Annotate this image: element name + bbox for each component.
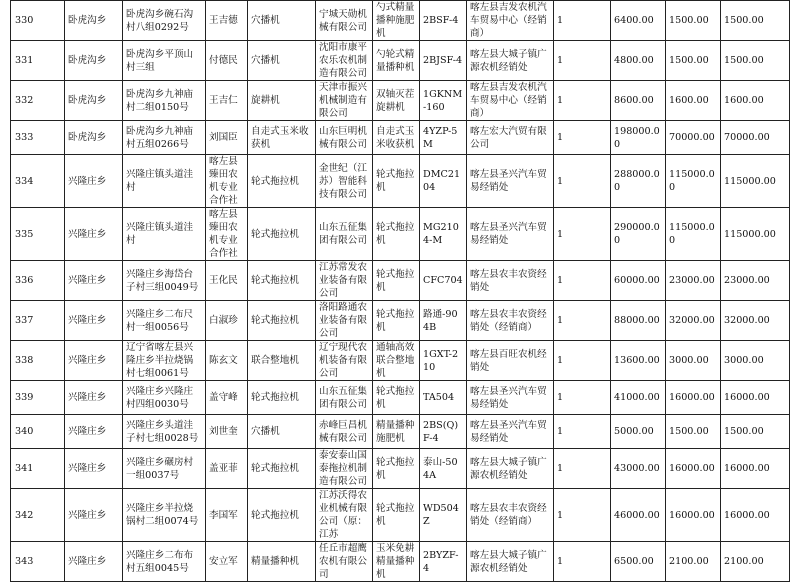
manufacturer-cell: 沈阳市康平农乐农机制造有限公司 — [316, 41, 373, 81]
township-cell: 卧虎沟乡 — [65, 41, 123, 81]
manufacturer-cell: 山东巨明机械有限公司 — [316, 121, 373, 155]
subsidy-cell: 16000.00 — [666, 449, 721, 489]
address-cell: 兴隆庄乡头道洼子村七组0028号 — [123, 415, 206, 449]
product-name-cell: 自走式玉米收获机 — [373, 121, 420, 155]
total-subsidy-cell: 32000.00 — [721, 301, 790, 341]
quantity-cell: 1 — [554, 261, 611, 301]
manufacturer-cell: 洛阳路通农业装备有限公司 — [316, 301, 373, 341]
machine-type-cell: 精量播种机 — [248, 542, 316, 582]
machine-type-cell: 旋耕机 — [248, 81, 316, 121]
manufacturer-cell: 山东五征集团有限公司 — [316, 208, 373, 261]
total-subsidy-cell: 1500.00 — [721, 41, 790, 81]
machine-type-cell: 轮式拖拉机 — [248, 261, 316, 301]
buyer-cell: 白淑珍 — [206, 301, 248, 341]
buyer-cell: 王吉仁 — [206, 81, 248, 121]
row-number: 343 — [11, 542, 65, 582]
sale-price-cell: 4800.00 — [611, 41, 666, 81]
table-row — [11, 208, 790, 261]
subsidy-cell: 70000.00 — [666, 121, 721, 155]
dealer-cell: 喀左县农丰农资经销处（经销商） — [467, 301, 554, 341]
manufacturer-cell: 山东五征集团有限公司 — [316, 381, 373, 415]
row-number: 340 — [11, 415, 65, 449]
product-name-cell: 玉米免耕精量播种机 — [373, 542, 420, 582]
buyer-cell: 喀左县臻田农机专业合作社 — [206, 155, 248, 208]
sale-price-cell: 290000.00 — [611, 208, 666, 261]
model-cell: WD504Z — [420, 489, 467, 542]
sale-price-cell: 13600.00 — [611, 341, 666, 381]
table-row — [11, 41, 790, 81]
machine-type-cell: 穴播机 — [248, 1, 316, 41]
township-cell: 兴隆庄乡 — [65, 341, 123, 381]
table-row — [11, 415, 790, 449]
buyer-cell: 盖亚菲 — [206, 449, 248, 489]
total-subsidy-cell: 16000.00 — [721, 489, 790, 542]
model-cell: 2BYZF-4 — [420, 542, 467, 582]
quantity-cell: 1 — [554, 415, 611, 449]
table-row — [11, 301, 790, 341]
machine-type-cell: 轮式拖拉机 — [248, 381, 316, 415]
subsidy-cell: 1500.00 — [666, 41, 721, 81]
buyer-cell: 陈玄文 — [206, 341, 248, 381]
row-number: 339 — [11, 381, 65, 415]
address-cell: 兴隆庄镇头道洼村 — [123, 155, 206, 208]
buyer-cell: 刘国臣 — [206, 121, 248, 155]
quantity-cell: 1 — [554, 155, 611, 208]
product-name-cell: 轮式拖拉机 — [373, 489, 420, 542]
manufacturer-cell: 金世纪（江苏）智能科技有限公司 — [316, 155, 373, 208]
model-cell: 2BS(Q)F-4 — [420, 415, 467, 449]
sale-price-cell: 198000.00 — [611, 121, 666, 155]
sale-price-cell: 6400.00 — [611, 1, 666, 41]
dealer-cell: 喀左县吉发农机汽车贸易中心（经销商） — [467, 81, 554, 121]
model-cell: 路通-904B — [420, 301, 467, 341]
row-number: 332 — [11, 81, 65, 121]
dealer-cell: 喀左宏大汽贸有限公司 — [467, 121, 554, 155]
buyer-cell: 刘世奎 — [206, 415, 248, 449]
quantity-cell: 1 — [554, 542, 611, 582]
sale-price-cell: 5000.00 — [611, 415, 666, 449]
total-subsidy-cell: 1600.00 — [721, 81, 790, 121]
quantity-cell: 1 — [554, 341, 611, 381]
dealer-cell: 喀左县圣兴汽车贸易经销处 — [467, 415, 554, 449]
model-cell: 1GXT-210 — [420, 341, 467, 381]
row-number: 342 — [11, 489, 65, 542]
township-cell: 卧虎沟乡 — [65, 121, 123, 155]
dealer-cell: 喀左县圣兴汽车贸易经销处 — [467, 381, 554, 415]
township-cell: 卧虎沟乡 — [65, 1, 123, 41]
product-name-cell: 通轴高效联合整地机 — [373, 341, 420, 381]
product-name-cell: 勺式精量播种施肥机 — [373, 1, 420, 41]
row-number: 331 — [11, 41, 65, 81]
total-subsidy-cell: 115000.00 — [721, 208, 790, 261]
machine-type-cell: 联合整地机 — [248, 341, 316, 381]
quantity-cell: 1 — [554, 301, 611, 341]
total-subsidy-cell: 1500.00 — [721, 415, 790, 449]
subsidy-cell: 16000.00 — [666, 489, 721, 542]
table-row — [11, 449, 790, 489]
machine-type-cell: 轮式拖拉机 — [248, 449, 316, 489]
table-row — [11, 1, 790, 41]
address-cell: 兴隆庄乡半拉烧锅村二组0074号 — [123, 489, 206, 542]
address-cell: 兴隆庄乡海岱台子村三组0049号 — [123, 261, 206, 301]
manufacturer-cell: 江苏沃得农业机械有限公司（原：江苏 — [316, 489, 373, 542]
township-cell: 兴隆庄乡 — [65, 261, 123, 301]
product-name-cell: 轮式拖拉机 — [373, 208, 420, 261]
product-name-cell: 精量播种施肥机 — [373, 415, 420, 449]
subsidy-table-sheet — [10, 0, 790, 582]
sale-price-cell: 43000.00 — [611, 449, 666, 489]
address-cell: 兴隆庄乡二布尺村一组0056号 — [123, 301, 206, 341]
table-row — [11, 489, 790, 542]
product-name-cell: 轮式拖拉机 — [373, 261, 420, 301]
dealer-cell: 喀左县百旺农机经销处 — [467, 341, 554, 381]
table-row — [11, 542, 790, 582]
product-name-cell: 双轴灭茬旋耕机 — [373, 81, 420, 121]
address-cell: 辽宁省喀左县兴隆庄乡半拉烧锅村七组0061号 — [123, 341, 206, 381]
address-cell: 兴隆庄镇头道洼村 — [123, 208, 206, 261]
manufacturer-cell: 辽宁现代农机装备有限公司 — [316, 341, 373, 381]
row-number: 333 — [11, 121, 65, 155]
quantity-cell: 1 — [554, 381, 611, 415]
table-row — [11, 381, 790, 415]
table-row — [11, 155, 790, 208]
model-cell: 1GKNM-160 — [420, 81, 467, 121]
dealer-cell: 喀左县大城子镇广源农机经销处 — [467, 449, 554, 489]
dealer-cell: 喀左县农丰农资经销处（经销商） — [467, 489, 554, 542]
row-number: 334 — [11, 155, 65, 208]
address-cell: 兴隆庄乡兴隆庄村四组0030号 — [123, 381, 206, 415]
township-cell: 兴隆庄乡 — [65, 381, 123, 415]
address-cell: 兴隆庄乡二布布村五组0045号 — [123, 542, 206, 582]
manufacturer-cell: 天津市振兴机械制造有限公司 — [316, 81, 373, 121]
subsidy-cell: 32000.00 — [666, 301, 721, 341]
manufacturer-cell: 赤峰巨昌机械有限公司 — [316, 415, 373, 449]
subsidy-cell: 115000.00 — [666, 155, 721, 208]
row-number: 336 — [11, 261, 65, 301]
sale-price-cell: 60000.00 — [611, 261, 666, 301]
total-subsidy-cell: 115000.00 — [721, 155, 790, 208]
dealer-cell: 喀左县吉发农机汽车贸易中心（经销商） — [467, 1, 554, 41]
model-cell: 泰山-504A — [420, 449, 467, 489]
machine-type-cell: 轮式拖拉机 — [248, 155, 316, 208]
sale-price-cell: 8600.00 — [611, 81, 666, 121]
manufacturer-cell: 泰安泰山国泰拖拉机制造有限公司 — [316, 449, 373, 489]
row-number: 341 — [11, 449, 65, 489]
machine-type-cell: 自走式玉米收获机 — [248, 121, 316, 155]
buyer-cell: 李国军 — [206, 489, 248, 542]
model-cell: TA504 — [420, 381, 467, 415]
sale-price-cell: 46000.00 — [611, 489, 666, 542]
machine-type-cell: 穴播机 — [248, 41, 316, 81]
model-cell: 2BJSF-4 — [420, 41, 467, 81]
total-subsidy-cell: 16000.00 — [721, 381, 790, 415]
quantity-cell: 1 — [554, 81, 611, 121]
quantity-cell: 1 — [554, 208, 611, 261]
manufacturer-cell: 任丘市超鹰农机有限公司 — [316, 542, 373, 582]
row-number: 337 — [11, 301, 65, 341]
buyer-cell: 喀左县臻田农机专业合作社 — [206, 208, 248, 261]
township-cell: 卧虎沟乡 — [65, 81, 123, 121]
address-cell: 兴隆庄乡碾房村一组0037号 — [123, 449, 206, 489]
model-cell: 4YZP-5M — [420, 121, 467, 155]
model-cell: MG2104-M — [420, 208, 467, 261]
buyer-cell: 安立军 — [206, 542, 248, 582]
sale-price-cell: 41000.00 — [611, 381, 666, 415]
township-cell: 兴隆庄乡 — [65, 301, 123, 341]
dealer-cell: 喀左县大城子镇广源农机经销处 — [467, 542, 554, 582]
model-cell: 2BSF-4 — [420, 1, 467, 41]
model-cell: DMC2104 — [420, 155, 467, 208]
sale-price-cell: 288000.00 — [611, 155, 666, 208]
subsidy-cell: 23000.00 — [666, 261, 721, 301]
township-cell: 兴隆庄乡 — [65, 208, 123, 261]
address-cell: 卧虎沟乡平顶山村三组 — [123, 41, 206, 81]
product-name-cell: 轮式拖拉机 — [373, 381, 420, 415]
quantity-cell: 1 — [554, 121, 611, 155]
buyer-cell: 王化民 — [206, 261, 248, 301]
subsidy-cell: 1500.00 — [666, 415, 721, 449]
product-name-cell: 轮式拖拉机 — [373, 155, 420, 208]
subsidy-cell: 16000.00 — [666, 381, 721, 415]
product-name-cell: 轮式拖拉机 — [373, 301, 420, 341]
buyer-cell: 付德民 — [206, 41, 248, 81]
address-cell: 卧虎沟乡碗石沟村八组0292号 — [123, 1, 206, 41]
quantity-cell: 1 — [554, 1, 611, 41]
subsidy-cell: 1600.00 — [666, 81, 721, 121]
machine-type-cell: 轮式拖拉机 — [248, 301, 316, 341]
sale-price-cell: 88000.00 — [611, 301, 666, 341]
dealer-cell: 喀左县农丰农资经销处 — [467, 261, 554, 301]
row-number: 330 — [11, 1, 65, 41]
product-name-cell: 勺轮式精量播种机 — [373, 41, 420, 81]
subsidy-cell: 1500.00 — [666, 1, 721, 41]
dealer-cell: 喀左县圣兴汽车贸易经销处 — [467, 155, 554, 208]
dealer-cell: 喀左县大城子镇广源农机经销处 — [467, 41, 554, 81]
row-number: 335 — [11, 208, 65, 261]
total-subsidy-cell: 1500.00 — [721, 1, 790, 41]
table-body — [11, 1, 790, 582]
quantity-cell: 1 — [554, 41, 611, 81]
table-row — [11, 341, 790, 381]
sale-price-cell: 6500.00 — [611, 542, 666, 582]
township-cell: 兴隆庄乡 — [65, 155, 123, 208]
model-cell: CFC704 — [420, 261, 467, 301]
township-cell: 兴隆庄乡 — [65, 542, 123, 582]
quantity-cell: 1 — [554, 489, 611, 542]
quantity-cell: 1 — [554, 449, 611, 489]
subsidy-table — [10, 0, 790, 582]
township-cell: 兴隆庄乡 — [65, 415, 123, 449]
table-row — [11, 121, 790, 155]
total-subsidy-cell: 23000.00 — [721, 261, 790, 301]
table-row — [11, 261, 790, 301]
total-subsidy-cell: 16000.00 — [721, 449, 790, 489]
township-cell: 兴隆庄乡 — [65, 449, 123, 489]
subsidy-cell: 3000.00 — [666, 341, 721, 381]
table-row — [11, 81, 790, 121]
dealer-cell: 喀左县圣兴汽车贸易经销处 — [467, 208, 554, 261]
total-subsidy-cell: 3000.00 — [721, 341, 790, 381]
township-cell: 兴隆庄乡 — [65, 489, 123, 542]
address-cell: 卧虎沟乡九神庙村二组0150号 — [123, 81, 206, 121]
manufacturer-cell: 宁城天勋机械有限公司 — [316, 1, 373, 41]
total-subsidy-cell: 2100.00 — [721, 542, 790, 582]
subsidy-cell: 2100.00 — [666, 542, 721, 582]
buyer-cell: 王吉德 — [206, 1, 248, 41]
machine-type-cell: 轮式拖拉机 — [248, 489, 316, 542]
product-name-cell: 轮式拖拉机 — [373, 449, 420, 489]
row-number: 338 — [11, 341, 65, 381]
subsidy-cell: 115000.00 — [666, 208, 721, 261]
address-cell: 卧虎沟乡九神庙村五组0266号 — [123, 121, 206, 155]
machine-type-cell: 轮式拖拉机 — [248, 208, 316, 261]
machine-type-cell: 穴播机 — [248, 415, 316, 449]
buyer-cell: 盖守峰 — [206, 381, 248, 415]
total-subsidy-cell: 70000.00 — [721, 121, 790, 155]
manufacturer-cell: 江苏常发农业装备有限公司 — [316, 261, 373, 301]
